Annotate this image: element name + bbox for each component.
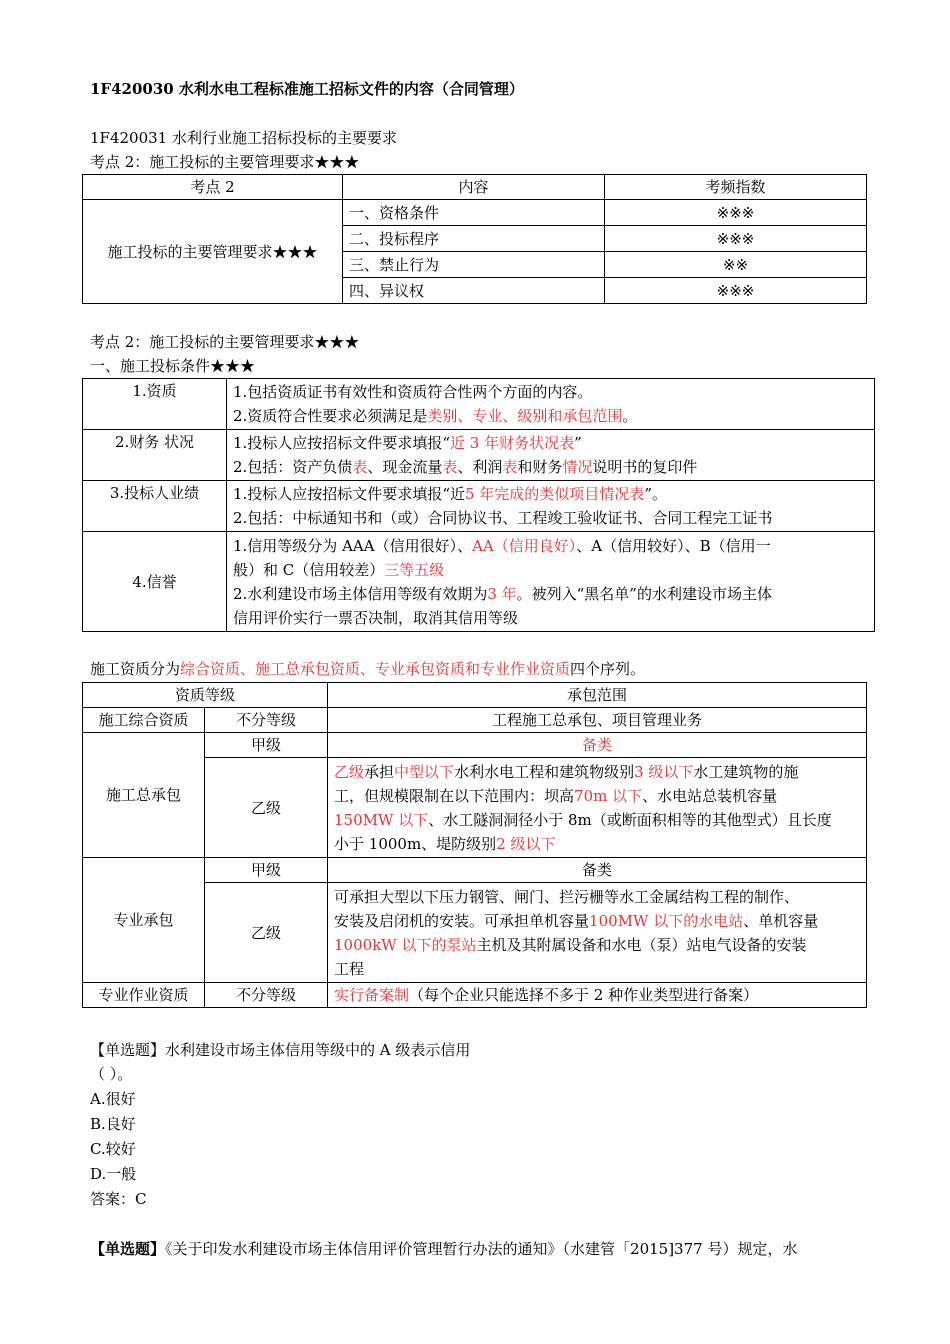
text-line: 可承担大型以下压力钢管、闸门、拦污栅等水工金属结构工程的制作、 bbox=[334, 887, 800, 906]
qual-scope: 工程施工总承包、项目管理业务 bbox=[328, 708, 867, 733]
option-b: B.良好 bbox=[90, 1115, 136, 1133]
freq-cell: ※※※ bbox=[605, 200, 867, 226]
qual-scope: 实行备案制（每个企业只能选择不多于 2 种作业类型进行备案） bbox=[328, 983, 867, 1008]
question-stem-2: 【单选题】《关于印发水利建设市场主体信用评价管理暂行办法的通知》（水建管「2015]377 号）规定，水 bbox=[90, 1240, 798, 1258]
qual-scope: 备类 bbox=[328, 858, 867, 883]
keypoint-heading-2: 考点 2：施工投标的主要管理要求★★★ bbox=[90, 333, 360, 351]
row-label: 4.信誉 bbox=[83, 532, 227, 632]
text-line: 1.信用等级分为 AAA（信用很好）、AA（信用良好）、A（信用较好）、B（信用一 bbox=[233, 536, 771, 555]
text-line: 1.包括资质证书有效性和资质符合性两个方面的内容。 bbox=[233, 383, 593, 401]
qual-type: 施工综合资质 bbox=[83, 708, 205, 733]
qual-scope bbox=[328, 758, 867, 858]
row-label: 1.资质 bbox=[83, 379, 227, 430]
text-line: 小于 1000m、堤防级别2 级以下 bbox=[334, 834, 556, 853]
row-content bbox=[227, 379, 875, 430]
option-a: A.很好 bbox=[90, 1090, 136, 1108]
qualification-table bbox=[82, 682, 867, 1008]
freq-cell: ※※※ bbox=[605, 226, 867, 252]
text-line: 150MW 以下、水工隧洞洞径小于 8m（或断面积相等的其他型式）且长度 bbox=[334, 810, 832, 829]
option-c: C.较好 bbox=[90, 1140, 136, 1158]
table-header: 考频指数 bbox=[605, 175, 867, 200]
qual-grade: 不分等级 bbox=[205, 708, 328, 733]
qual-type: 专业作业资质 bbox=[83, 983, 205, 1008]
text-line: 1.投标人应按招标文件要求填报“近 3 年财务状况表” bbox=[233, 434, 582, 452]
qual-grade: 乙级 bbox=[205, 758, 328, 858]
text-line: 般）和 C（信用较差）三等五级 bbox=[233, 560, 445, 579]
keypoint-table bbox=[82, 174, 867, 304]
text-line: 1000kW 以下的泵站主机及其附属设备和水电（泵）站电气设备的安装 bbox=[334, 935, 807, 954]
table-header: 承包范围 bbox=[328, 683, 867, 708]
page-title: 1F420030 水利水电工程标准施工招标文件的内容（合同管理） bbox=[90, 80, 524, 98]
qual-grade: 甲级 bbox=[205, 733, 328, 758]
text-line: 工，但规模限制在以下范围内：坝高70m 以下、水电站总装机容量 bbox=[334, 786, 778, 805]
bid-conditions-table bbox=[82, 378, 875, 632]
qual-type: 专业承包 bbox=[83, 858, 205, 983]
qualification-intro: 施工资质分为综合资质、施工总承包资质、专业承包资质和专业作业资质四个序列。 bbox=[90, 660, 646, 678]
freq-cell: ※※※ bbox=[605, 278, 867, 304]
table-header: 资质等级 bbox=[83, 683, 328, 708]
content-cell: 一、资格条件 bbox=[343, 200, 605, 226]
text-line: 2.水利建设市场主体信用等级有效期为3 年。被列入“黑名单”的水利建设市场主体 bbox=[233, 584, 772, 603]
content-cell: 二、投标程序 bbox=[343, 226, 605, 252]
qual-grade: 乙级 bbox=[205, 883, 328, 983]
content-cell: 三、禁止行为 bbox=[343, 252, 605, 278]
text-line: 乙级承担中型以下水利水电工程和建筑物级别3 级以下水工建筑物的施 bbox=[334, 762, 799, 781]
text-line: 安装及启闭机的安装。可承担单机容量100MW 以下的水电站、单机容量 bbox=[334, 911, 819, 930]
question-blank: （ ）。 bbox=[90, 1065, 133, 1083]
text-line: 信用评价实行一票否决制，取消其信用等级 bbox=[233, 608, 519, 627]
row-content bbox=[227, 430, 875, 481]
option-d: D.一般 bbox=[90, 1165, 137, 1183]
qual-scope bbox=[328, 883, 867, 983]
content-cell: 四、异议权 bbox=[343, 278, 605, 304]
row-content bbox=[227, 481, 875, 532]
row-content bbox=[227, 532, 875, 632]
text-line: 2.包括：中标通知书和（或）合同协议书、工程竣工验收证书、合同工程完工证书 bbox=[233, 509, 773, 527]
sub-heading: 一、施工投标条件★★★ bbox=[90, 357, 256, 375]
section-heading: 1F420031 水利行业施工招标投标的主要要求 bbox=[90, 129, 397, 147]
text-line: 1.投标人应按招标文件要求填报“近5 年完成的类似项目情况表”。 bbox=[233, 485, 667, 503]
qual-scope: 备类 bbox=[328, 733, 867, 758]
text-line: 2.包括：资产负债表、现金流量表、利润表和财务情况说明书的复印件 bbox=[233, 458, 698, 476]
qual-type: 施工总承包 bbox=[83, 733, 205, 858]
table-header: 考点 2 bbox=[83, 175, 343, 200]
qual-grade: 不分等级 bbox=[205, 983, 328, 1008]
text-line: 2.资质符合性要求必须满足是类别、专业、级别和承包范围。 bbox=[233, 407, 638, 425]
row-label: 2.财务 状况 bbox=[83, 430, 227, 481]
text-line: 工程 bbox=[334, 959, 365, 978]
qual-grade: 甲级 bbox=[205, 858, 328, 883]
table-header: 内容 bbox=[343, 175, 605, 200]
keypoint-heading-1: 考点 2：施工投标的主要管理要求★★★ bbox=[90, 153, 360, 171]
row-label: 3.投标人业绩 bbox=[83, 481, 227, 532]
question-stem: 【单选题】水利建设市场主体信用等级中的 A 级表示信用 bbox=[90, 1041, 471, 1059]
answer: 答案：C bbox=[90, 1190, 147, 1208]
freq-cell: ※※ bbox=[605, 252, 867, 278]
topic-cell: 施工投标的主要管理要求★★★ bbox=[83, 200, 343, 304]
